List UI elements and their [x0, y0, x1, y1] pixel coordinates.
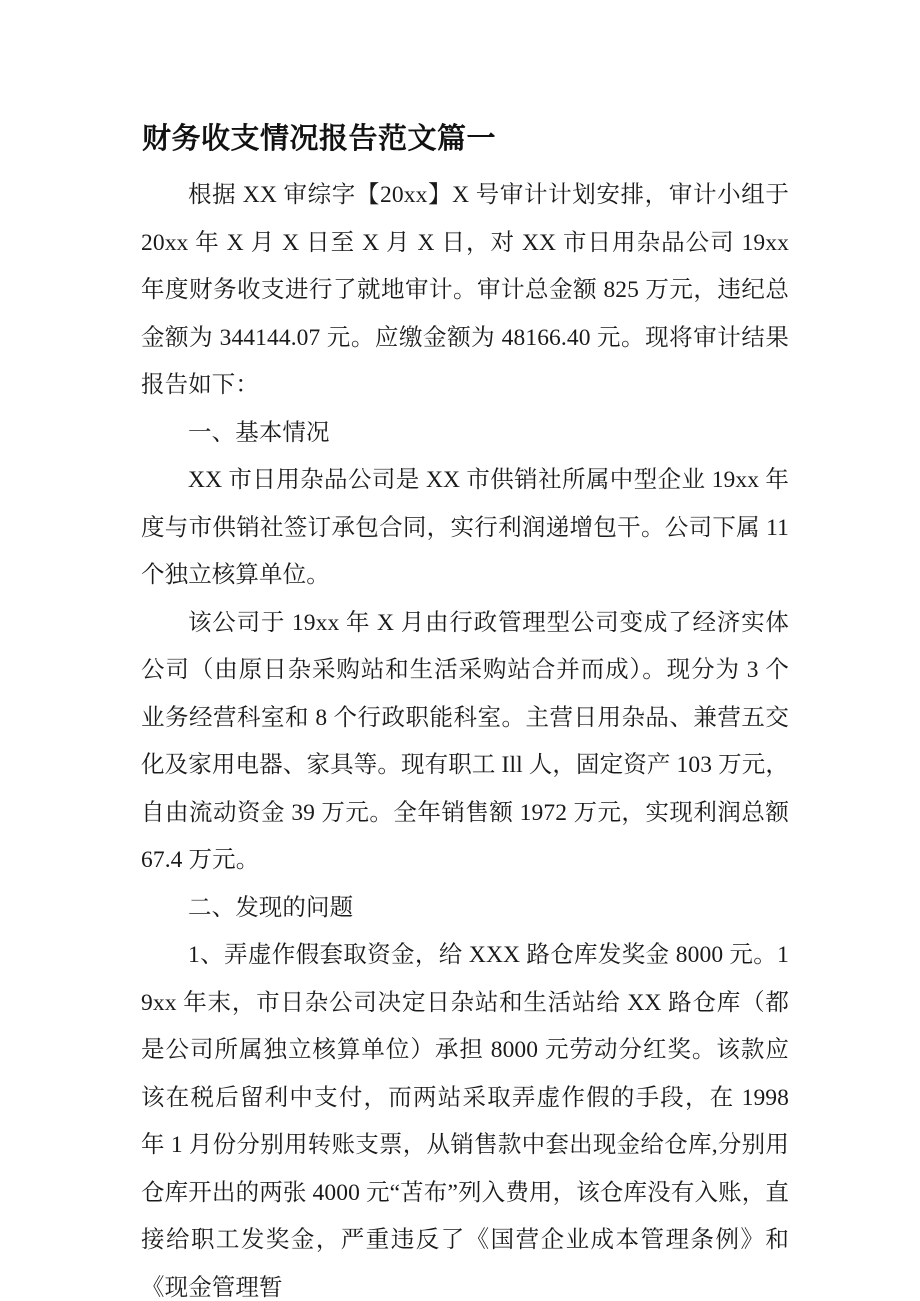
section-heading-two: 二、发现的问题 — [188, 894, 354, 921]
title-spacer — [0, 158, 920, 172]
paragraph-issue-one: 1、弄虚作假套取资金，给 XXX 路仓库发奖金 8000 元。19xx 年末，市日杂公司决定日杂站和生活站给 XX 路仓库（都是公司所属独立核算单位）承担 8000 元劳动分红奖。该款应该在税后留利中支付，而两站采取弄虚作假的手段，在 1998 年 1 月份分别用转账支票，从销售款中套出现金给仓库,分别用仓库开出的两张 4000 元“苫布”列入费用，该仓库没有入账，直接给职工发奖金，严重违反了《国营企业成本管理条例》和《现金管理暂 — [141, 942, 789, 1301]
section-heading-one: 一、基本情况 — [188, 419, 330, 446]
document-body — [141, 172, 789, 1301]
paragraph-intro: 根据 XX 审综字【20xx】X 号审计计划安排，审计小组于 20xx 年 X 月 X 日至 X 月 X 日，对 XX 市日用杂品公司 19xx 年度财务收支进行了就地审计。审计总金额 825 万元，违纪总金额为 344144.07 元。应缴金额为 48166.40 元。现将审计结果报告如下： — [141, 182, 789, 398]
paragraph-company-structure: 该公司于 19xx 年 X 月由行政管理型公司变成了经济实体公司（由原日杂采购站和生活采购站合并而成）。现分为 3 个业务经营科室和 8 个行政职能科室。主营日用杂品、兼营五交化及家用电器、家具等。现有职工 Ill 人，固定资产 103 万元，自由流动资金 39 万元。全年销售额 1972 万元，实现利润总额 67.4 万元。 — [141, 609, 789, 873]
page-title: 财务收支情况报告范文篇一 — [142, 121, 497, 155]
paragraph-company-overview: XX 市日用杂品公司是 XX 市供销社所属中型企业 19xx 年度与市供销社签订承包合同，实行利润递增包干。公司下属 11 个独立核算单位。 — [141, 467, 789, 588]
